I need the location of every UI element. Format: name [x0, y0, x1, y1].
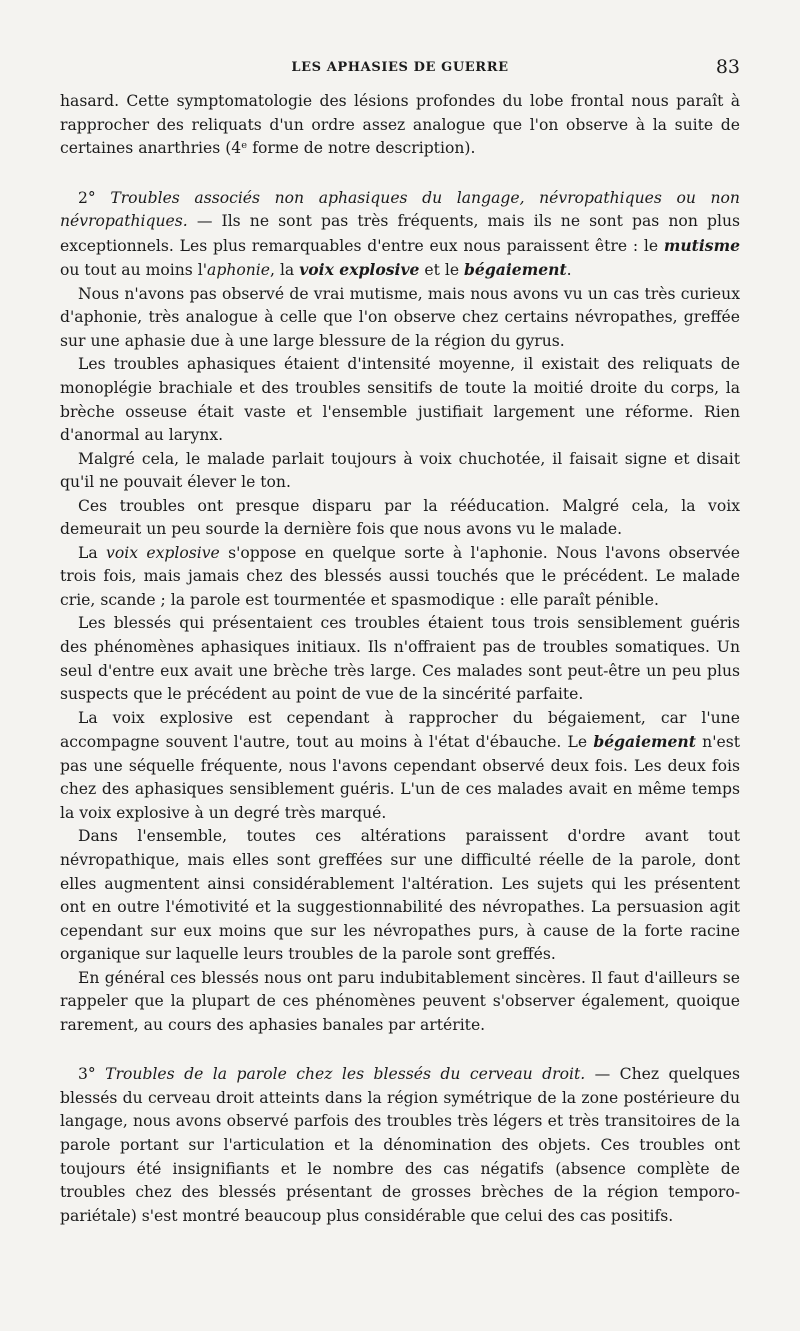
section-2	[60, 187, 740, 283]
paragraph: Malgré cela, le malade parlait toujours à voix chuchotée, il faisait signe et disait qu'il ne pouvait élever le ton.	[60, 449, 740, 492]
section-text: ou tout au moins l'	[60, 261, 208, 280]
text: La voix explosive est cependant à rapprocher du bégaiement, car l'une accompagne souvent l'autre, tout au moins à l'état d'ébauche. Le	[60, 708, 740, 752]
paragraph	[60, 707, 740, 826]
section-text: .	[566, 261, 572, 280]
text: La	[78, 543, 107, 562]
running-title: LES APHASIES DE GUERRE	[291, 60, 509, 75]
page-number: 83	[715, 56, 740, 78]
section-text: — Ils ne sont pas très fréquents, mais ils ne sont pas non plus exceptionnels. Les plus remarquables d'entre eux nous paraissent être : le	[60, 212, 740, 255]
paragraph: Nous n'avons pas observé de vrai mutisme, mais nous avons vu un cas très curieux d'aphonie, très analogue à celle que l'on observe chez certains névropathes, greffée sur une aphasie due à une large blessure de la région du gyrus.	[60, 284, 740, 350]
term-voix-explosive: voix explosive	[106, 543, 220, 562]
text: n'est pas une séquelle fréquente, nous l'avons cependant observé deux fois. Les deux fois chez des aphasiques sensiblement guéris. L'un de ces malades avait en même temps la voix explosive à un degré très marqué.	[60, 733, 740, 822]
term-begaiement: bégaiement	[593, 732, 696, 752]
section-number: 3°	[78, 1065, 96, 1084]
term-begaiement: bégaiement	[464, 260, 567, 280]
page-header	[60, 58, 740, 82]
body-text	[60, 90, 740, 1228]
term-aphonie: aphonie	[207, 261, 271, 280]
section-heading: Troubles de la parole chez les blessés du cerveau droit.	[105, 1065, 586, 1084]
text: s'oppose en quelque sorte à l'aphonie. Nous l'avons observée trois fois, mais jamais chez des blessés aussi touchés que le précédent. Le malade crie, scande ; la parole est tourmentée et spasmodique : elle paraît pénible.	[60, 543, 740, 609]
paragraph: hasard. Cette symptomatologie des lésions profondes du lobe frontal nous paraît à rapprocher des reliquats d'un ordre assez analogue que l'on observe à la suite de certaines anarthries (4ᵉ forme de notre description).	[60, 92, 740, 158]
paragraph: Dans l'ensemble, toutes ces altérations paraissent d'ordre avant tout névropathique, mais elles sont greffées sur une difficulté réelle de la parole, dont elles augmentent ainsi considérablement l'altération. Les sujets qui les présentent ont en outre l'émotivité et la suggestionnabilité des névropathes. La persuasion agit cependant sur eux moins que sur les névropathes purs, à cause de la forte racine organique sur laquelle leurs troubles de la parole sont greffés.	[60, 827, 740, 964]
section-text: , la	[270, 261, 300, 280]
paragraph: En général ces blessés nous ont paru indubitablement sincères. Il faut d'ailleurs se rappeler que la plupart de ces phénomènes peuvent s'observer également, quoique rarement, au cours des aphasies banales par artérite.	[60, 968, 740, 1034]
section-3	[60, 1063, 740, 1228]
paragraph: Ces troubles ont presque disparu par la rééducation. Malgré cela, la voix demeurait un peu sourde la dernière fois que nous avons vu le malade.	[60, 496, 740, 539]
paragraph	[60, 542, 740, 613]
term-voix-explosive: voix explosive	[299, 260, 420, 280]
section-heading: Troubles associés non aphasiques du langage, névropathiques ou non névropathiques.	[60, 188, 740, 231]
section-text: — Chez quelques blessés du cerveau droit atteints dans la région symétrique de la zone postérieure du langage, nous avons observé parfois des troubles très légers et très transitoires de la parole portant sur l'articulation et la dénomination des objets. Ces troubles ont toujours été insignifiants et le nombre des cas négatifs (absence complète de troubles chez des blessés présentant de grosses brèches de la région temporo-pariétale) s'est montré beaucoup plus considérable que celui des cas positifs.	[60, 1065, 740, 1225]
section-number: 2°	[78, 188, 96, 207]
section-text: et le	[419, 261, 465, 280]
paragraph: Les troubles aphasiques étaient d'intensité moyenne, il existait des reliquats de monoplégie brachiale et des troubles sensitifs de toute la moitié droite du corps, la brèche osseuse était vaste et l'ensemble justifiait largement une réforme. Rien d'anormal au larynx.	[60, 355, 740, 445]
term-mutisme: mutisme	[663, 235, 740, 255]
paragraph: Les blessés qui présentaient ces troubles étaient tous trois sensiblement guéris des phénomènes aphasiques initiaux. Ils n'offraient pas de troubles somatiques. Un seul d'entre eux avait une brèche très large. Ces malades sont peut-être un peu plus suspects que le précédent au point de vue de la sincérité parfaite.	[60, 614, 740, 704]
